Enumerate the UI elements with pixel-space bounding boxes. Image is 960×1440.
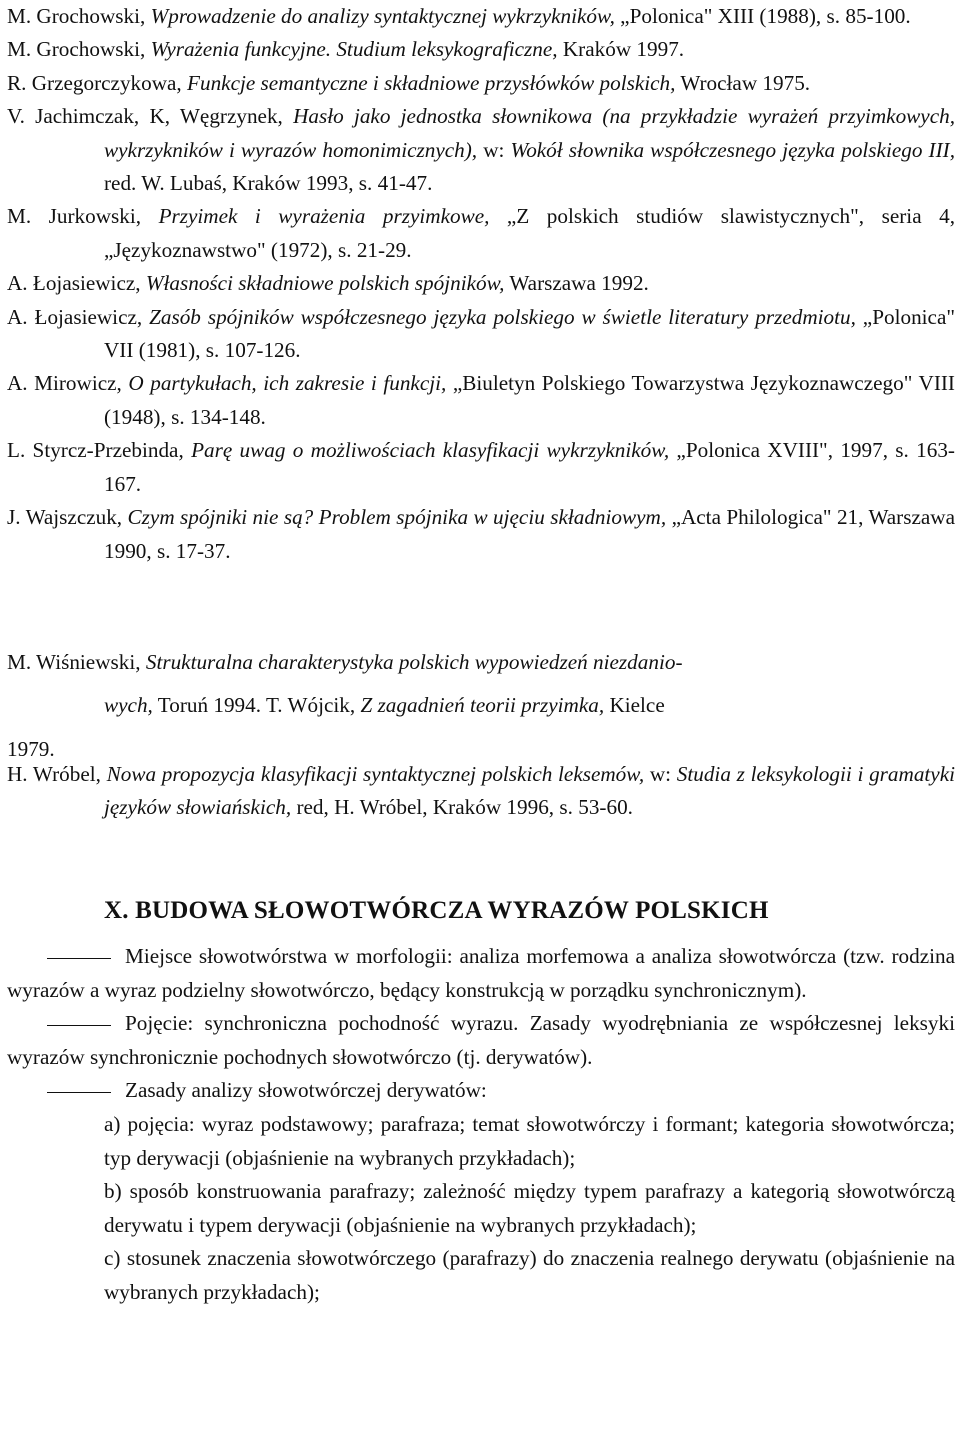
entry-text: J. Wajszczuk, (7, 505, 128, 530)
entry-title-cont: wych, (104, 693, 153, 718)
entry-title: Zasób spójników współczesnego języka polskiego w świetle literatury przedmiotu, (149, 304, 856, 329)
entry-title: Funkcje semantyczne i składniowe przysłówków polskich, (187, 70, 676, 95)
bibliography-entry (7, 200, 955, 267)
entry-title: Hasło jako jednostka słownikowa (na przykładzie wyrażeń przyimkowych, wykrzykników i wyrazów homonimicznych), (104, 104, 955, 162)
entry-text: M. Grochowski, (7, 37, 151, 62)
entry-title: Własności składniowe polskich spójników, (145, 271, 505, 296)
bibliography-entry (7, 0, 955, 33)
entry-text: M. Jurkowski, (7, 204, 159, 229)
entry-text: w: (477, 137, 511, 162)
entry-text: Warszawa 1992. (504, 271, 649, 296)
criteria-list (7, 1108, 955, 1310)
bibliography-entry (7, 33, 955, 66)
entry-title: O partykułach, ich zakresie i funkcji, (128, 371, 447, 396)
entry-text: A. Łojasiewicz, (7, 304, 150, 329)
entry-year: 1979. (7, 736, 55, 761)
bibliography-entry (7, 434, 955, 501)
entry-title-2: Z zagadnień teorii przyimka, (360, 693, 605, 718)
bibliography-entry (7, 367, 955, 434)
section-body (7, 940, 955, 1310)
entry-text: Kraków 1997. (557, 37, 685, 62)
paragraph: Pojęcie: synchroniczna pochodność wyrazu. Zasady wyodrębniania ze współczesnej leksyki wyrazów synchronicznie pochodnych słowotwórczo (tj. derywatów). (7, 1011, 955, 1069)
entry-text: „Biuletyn Polskiego Towarzystwa Językoznawczego" VIII (1948), s. 134-148. (104, 371, 955, 429)
em-dash-rule (47, 1025, 111, 1026)
entry-text: w: (644, 762, 677, 786)
entry-text: M. Grochowski, (7, 4, 151, 28)
entry-text: V. Jachimczak, K, Węgrzynek, (7, 104, 294, 129)
entry-text: A. Łojasiewicz, (7, 271, 146, 296)
entry-text: A. Mirowicz, (7, 371, 129, 396)
bibliography-entry (7, 67, 955, 100)
bibliography-entry (7, 758, 955, 825)
entry-text: red, H. Wróbel, Kraków 1996, s. 53-60. (291, 795, 633, 820)
entry-text: Wrocław 1975. (675, 70, 811, 95)
entry-text: „Z polskich studiów slawistycznych", seria 4, „Językoznawstwo" (1972), s. 21-29. (104, 204, 955, 262)
entry-title: Czym spójniki nie są? Problem spójnika w ujęciu składniowym, (127, 505, 667, 530)
entry-title: Przyimek i wyrażenia przyimkowe, (158, 204, 490, 229)
bibliography-entry (7, 301, 955, 368)
em-dash-rule (47, 958, 111, 959)
list-item: a) pojęcia: wyraz podstawowy; parafraza; temat słowotwórczy i formant; kategoria słowotwórcza; typ derywacji (objaśnienie na wybranych przykładach); (104, 1111, 955, 1170)
entry-text: L. Styrcz-Przebinda, (7, 438, 192, 463)
entry-title: Strukturalna charakterystyka polskich wypowiedzeń niezdanio- (145, 650, 683, 674)
entry-pub-2: Kielce (604, 693, 665, 718)
entry-title: Nowa propozycja klasyfikacji syntaktycznej polskich leksemów, (106, 762, 645, 786)
bibliography-entry (7, 267, 955, 300)
entry-text: „Acta Philologica" 21, Warszawa 1990, s. 17-37. (104, 505, 955, 563)
bibliography-list (7, 0, 955, 568)
list-item: c) stosunek znaczenia słowotwórczego (parafrazy) do znaczenia realnego derywatu (objaśnienie na wybranych przykładach); (104, 1246, 955, 1304)
entry-title: Studia z leksykologii i gramatyki języków słowiańskich, (104, 762, 955, 820)
entry-title: Wokół słownika współczesnego języka polskiego III, (510, 137, 955, 162)
entry-author: M. Wiśniewski, (7, 650, 146, 674)
bibliography-entry-wisniewski (7, 646, 955, 766)
entry-text: H. Wróbel, (7, 762, 107, 786)
section-title: X. BUDOWA SŁOWOTWÓRCZA WYRAZÓW POLSKICH (104, 897, 769, 924)
entry-text: red. W. Lubaś, Kraków 1993, s. 41-47. (104, 171, 433, 196)
paragraph: Zasady analizy słowotwórczej derywatów: (7, 1074, 955, 1108)
em-dash-rule (47, 1092, 111, 1093)
bibliography-entry (7, 501, 955, 568)
entry-title: Wprowadzenie do analizy syntaktycznej wykrzykników, (150, 4, 615, 28)
bibliography-entry-wrobel (7, 758, 955, 825)
entry-text: „Polonica" XIII (1988), s. 85-100. (614, 4, 911, 28)
entry-title: Wyrażenia funkcyjne. Studium leksykograficzne, (150, 37, 558, 62)
entry-text: „Polonica XVIII", 1997, s. 163-167. (104, 438, 955, 496)
entry-title: Parę uwag o możliwościach klasyfikacji wykrzykników, (191, 438, 670, 463)
entry-pub: Toruń 1994. T. Wójcik, (152, 693, 361, 718)
list-item: b) sposób konstruowania parafrazy; zależność między typem parafrazy a kategorią słowotwórczą derywatu i typem derywacji (objaśnienie na wybranych przykładach); (104, 1179, 955, 1237)
entry-text: R. Grzegorczykowa, (7, 70, 188, 95)
entry-text: „Polonica" VII (1981), s. 107-126. (104, 304, 956, 363)
bibliography-entry (7, 100, 955, 200)
paragraph: Miejsce słowotwórstwa w morfologii: analiza morfemowa a analiza słowotwórcza (tzw. rodzina wyrazów a wyraz podzielny słowotwórczo, będący konstrukcją w porządku synchronicznym). (7, 944, 955, 1002)
